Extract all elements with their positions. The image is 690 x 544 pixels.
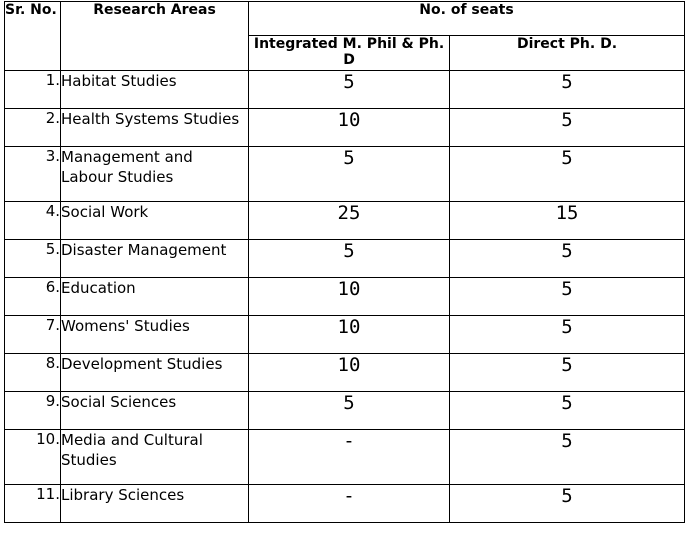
table-header (5, 2, 685, 71)
research-area-cell: Social Sciences (61, 392, 249, 430)
direct-seats-cell: 5 (450, 354, 685, 392)
sr-no-cell: 7. (5, 316, 61, 354)
sr-no-cell: 6. (5, 278, 61, 316)
table-row (5, 147, 685, 202)
direct-seats-cell: 5 (450, 278, 685, 316)
direct-seats-cell: 5 (450, 316, 685, 354)
research-area-cell: Disaster Management (61, 240, 249, 278)
integrated-seats-cell: 5 (249, 392, 450, 430)
table-row (5, 71, 685, 109)
sr-no-cell: 11. (5, 485, 61, 523)
integrated-seats-cell: 10 (249, 316, 450, 354)
integrated-seats-cell: 10 (249, 354, 450, 392)
research-area-cell: Media and Cultural Studies (61, 430, 249, 485)
direct-seats-cell: 5 (450, 71, 685, 109)
table-row (5, 202, 685, 240)
direct-seats-cell: 5 (450, 485, 685, 523)
integrated-seats-cell: 25 (249, 202, 450, 240)
sr-no-cell: 4. (5, 202, 61, 240)
direct-seats-cell: 5 (450, 430, 685, 485)
table-row (5, 485, 685, 523)
header-direct: Direct Ph. D. (450, 36, 685, 71)
research-area-cell: Habitat Studies (61, 71, 249, 109)
header-no-of-seats: No. of seats (249, 2, 685, 36)
sr-no-cell: 2. (5, 109, 61, 147)
table-row (5, 316, 685, 354)
table-row (5, 392, 685, 430)
integrated-seats-cell: - (249, 430, 450, 485)
integrated-seats-cell: 5 (249, 240, 450, 278)
direct-seats-cell: 15 (450, 202, 685, 240)
sr-no-cell: 5. (5, 240, 61, 278)
sr-no-cell: 10. (5, 430, 61, 485)
header-sr-no: Sr. No. (5, 2, 61, 71)
table-row (5, 278, 685, 316)
research-area-cell: Education (61, 278, 249, 316)
sr-no-cell: 1. (5, 71, 61, 109)
research-area-cell: Social Work (61, 202, 249, 240)
sr-no-cell: 8. (5, 354, 61, 392)
research-area-cell: Health Systems Studies (61, 109, 249, 147)
direct-seats-cell: 5 (450, 109, 685, 147)
research-area-cell: Development Studies (61, 354, 249, 392)
direct-seats-cell: 5 (450, 240, 685, 278)
research-area-cell: Management and Labour Studies (61, 147, 249, 202)
integrated-seats-cell: 5 (249, 147, 450, 202)
table-row (5, 354, 685, 392)
table-row (5, 240, 685, 278)
header-research-areas: Research Areas (61, 2, 249, 71)
integrated-seats-cell: 5 (249, 71, 450, 109)
integrated-seats-cell: - (249, 485, 450, 523)
header-integrated: Integrated M. Phil & Ph. D (249, 36, 450, 71)
sr-no-cell: 3. (5, 147, 61, 202)
direct-seats-cell: 5 (450, 392, 685, 430)
direct-seats-cell: 5 (450, 147, 685, 202)
research-area-cell: Womens' Studies (61, 316, 249, 354)
sr-no-cell: 9. (5, 392, 61, 430)
research-area-cell: Library Sciences (61, 485, 249, 523)
table-row (5, 109, 685, 147)
table-row (5, 430, 685, 485)
integrated-seats-cell: 10 (249, 278, 450, 316)
seats-table (4, 1, 685, 523)
integrated-seats-cell: 10 (249, 109, 450, 147)
